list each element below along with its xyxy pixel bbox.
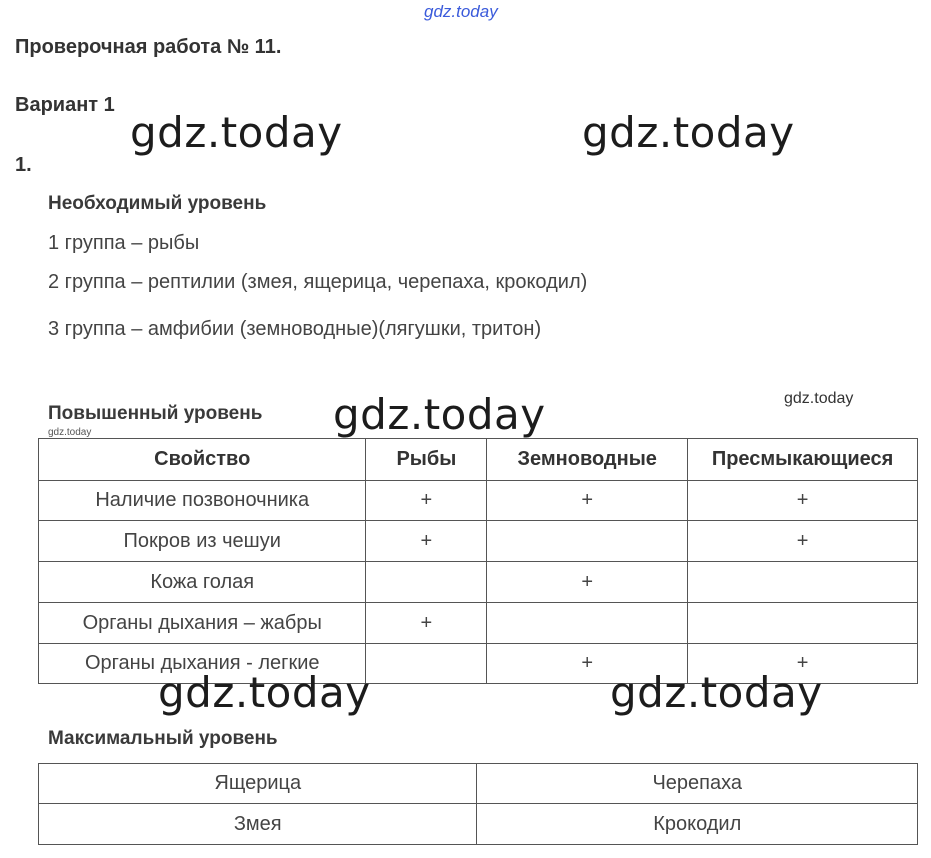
table-cell: [487, 521, 688, 562]
table-cell: +: [366, 481, 487, 521]
watermark-top: gdz.today: [424, 2, 498, 21]
header-fish: Рыбы: [366, 439, 487, 481]
watermark: gdz.today: [610, 668, 823, 717]
table-cell: +: [366, 521, 487, 562]
header-amphibians: Земноводные: [487, 439, 688, 481]
table-cell: +: [688, 521, 918, 562]
watermark: gdz.today: [48, 427, 92, 438]
table-cell: Ящерица: [39, 764, 477, 804]
table-cell: [366, 644, 487, 684]
header-reptiles: Пресмыкающиеся: [688, 439, 918, 481]
table-cell: [366, 562, 487, 603]
table-row: [39, 521, 918, 562]
table-cell: +: [487, 562, 688, 603]
header-property: Свойство: [39, 439, 366, 481]
variant-label: Вариант 1: [15, 94, 115, 116]
table-cell: Покров из чешуи: [39, 521, 366, 562]
table-header-row: [39, 439, 918, 481]
properties-table: [38, 438, 918, 684]
watermark: gdz.today: [158, 668, 371, 717]
table-cell: +: [366, 603, 487, 644]
watermark: gdz.today: [333, 390, 546, 439]
table-cell: Органы дыхания – жабры: [39, 603, 366, 644]
animals-table: [38, 763, 918, 845]
table-cell: [487, 603, 688, 644]
table-cell: Змея: [39, 804, 477, 845]
group-line-3: 3 группа – амфибии (земноводные)(лягушки, тритон): [48, 318, 542, 340]
required-level-heading: Необходимый уровень: [48, 193, 267, 214]
max-level-heading: Максимальный уровень: [48, 728, 278, 749]
table-row: [39, 481, 918, 521]
table-cell: +: [688, 644, 918, 684]
task-number: 1.: [15, 154, 32, 176]
advanced-level-heading: Повышенный уровень: [48, 403, 263, 424]
watermark: gdz.today: [784, 390, 854, 407]
table-row: [39, 804, 918, 845]
table-cell: +: [688, 481, 918, 521]
table-cell: [688, 603, 918, 644]
page-title: Проверочная работа № 11.: [15, 36, 282, 58]
group-line-2: 2 группа – рептилии (змея, ящерица, черепаха, крокодил): [48, 271, 588, 293]
table-cell: Крокодил: [477, 804, 918, 845]
table-row: [39, 562, 918, 603]
group-line-1: 1 группа – рыбы: [48, 232, 200, 254]
table-cell: +: [487, 644, 688, 684]
table-cell: [688, 562, 918, 603]
table-row: [39, 764, 918, 804]
table-cell: Органы дыхания - легкие: [39, 644, 366, 684]
table-cell: Наличие позвоночника: [39, 481, 366, 521]
table-cell: +: [487, 481, 688, 521]
watermark: gdz.today: [130, 108, 343, 157]
table-cell: Кожа голая: [39, 562, 366, 603]
table-row: [39, 603, 918, 644]
table-cell: Черепаха: [477, 764, 918, 804]
watermark: gdz.today: [582, 108, 795, 157]
